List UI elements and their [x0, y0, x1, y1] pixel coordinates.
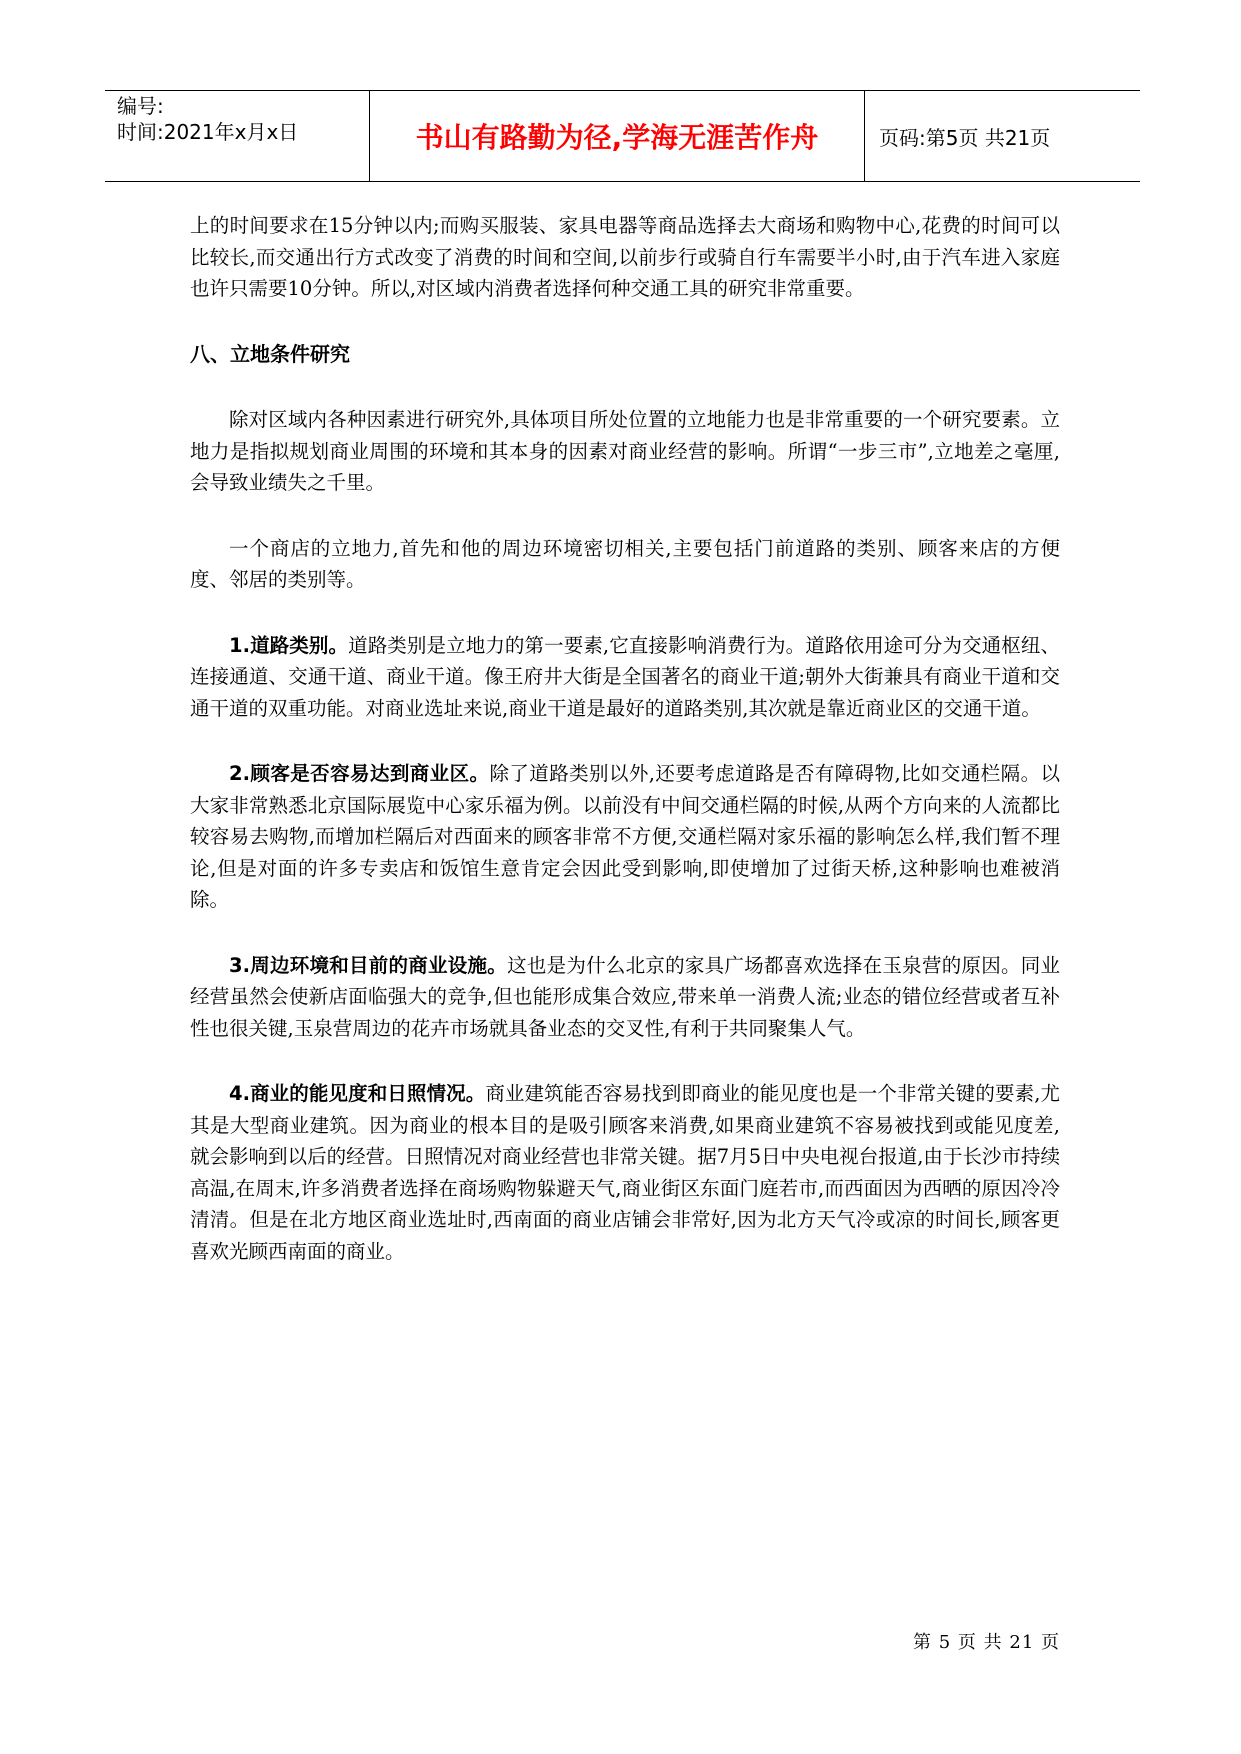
list-item-customer-access [190, 758, 1060, 916]
paragraph-1: 除对区域内各种因素进行研究外,具体项目所处位置的立地能力也是非常重要的一个研究要素。立地力是指拟规划商业周围的环境和其本身的因素对商业经营的影响。所谓“一步三市”,立地差之毫厘,会导致业绩失之千里。 [190, 408, 1060, 494]
page-header [105, 90, 1140, 182]
list-item-title: 2.顾客是否容易达到商业区。 [229, 762, 490, 785]
list-item-title: 3.周边环境和目前的商业设施。 [229, 953, 508, 977]
list-item-title: 1.道路类别。 [229, 633, 349, 657]
document-number-label: 编号: [117, 94, 164, 118]
list-item-title: 4.商业的能见度和日照情况。 [229, 1082, 486, 1105]
list-item-text: 除了道路类别以外,还要考虑道路是否有障碍物,比如交通栏隔。以大家非常熟悉北京国际展览中心家乐福为例。以前没有中间交通栏隔的时候,从两个方向来的人流都比较容易去购物,而增加栏隔后对西面来的顾客非常不方便,交通栏隔对家乐福的影响怎么样,我们暂不理论,但是对面的许多专卖店和饭馆生意肯定会因此受到影响,即使增加了过街天桥,这种影响也难被消除。 [190, 762, 1060, 911]
list-item-road-type [190, 630, 1060, 725]
list-item-text: 这也是为什么北京的家具广场都喜欢选择在玉泉营的原因。同业经营虽然会使新店面临强大的竞争,但也能形成集合效应,带来单一消费人流;业态的错位经营或者互补性也很关键,玉泉营周边的花卉市场就具备业态的交叉性,有利于共同聚集人气。 [190, 953, 1060, 1040]
paragraph-intro: 上的时间要求在15分钟以内;而购买服装、家具电器等商品选择去大商场和购物中心,花费的时间可以比较长,而交通出行方式改变了消费的时间和空间,以前步行或骑自行车需要半小时,由于汽车进入家庭也许只需要10分钟。所以,对区域内消费者选择何种交通工具的研究非常重要。 [190, 214, 1060, 300]
document-date-label: 时间:2021年x月x日 [117, 120, 299, 144]
list-item-visibility [190, 1078, 1060, 1267]
header-page-label: 页码:第5页 共21页 [879, 125, 1051, 150]
header-motto: 书山有路勤为径,学海无涯苦作舟 [370, 91, 865, 181]
list-item-text: 商业建筑能否容易找到即商业的能见度也是一个非常关键的要素,尤其是大型商业建筑。因为商业的根本目的是吸引顾客来消费,如果商业建筑不容易被找到或能见度差,就会影响到以后的经营。日照情况对商业经营也非常关键。据7月5日中央电视台报道,由于长沙市持续高温,在周末,许多消费者选择在商场购物躲避天气,商业街区东面门庭若市,而西面因为西晒的原因冷冷清清。但是在北方地区商业选址时,西南面的商业店铺会非常好,因为北方天气冷或凉的时间长,顾客更喜欢光顾西南面的商业。 [190, 1082, 1060, 1263]
document-body [190, 210, 1060, 1301]
header-meta [105, 91, 370, 181]
list-item-text: 道路类别是立地力的第一要素,它直接影响消费行为。道路依用途可分为交通枢纽、连接通道、交通干道、商业干道。像王府井大街是全国著名的商业干道;朝外大街兼具有商业干道和交通干道的双重功能。对商业选址来说,商业干道是最好的道路类别,其次就是靠近商业区的交通干道。 [190, 633, 1060, 720]
page-footer-number: 第 5 页 共 21 页 [913, 1632, 1060, 1653]
paragraph-2: 一个商店的立地力,首先和他的周边环境密切相关,主要包括门前道路的类别、顾客来店的方便度、邻居的类别等。 [190, 536, 1060, 591]
list-item-surroundings [190, 950, 1060, 1045]
section-heading: 八、立地条件研究 [190, 341, 350, 366]
